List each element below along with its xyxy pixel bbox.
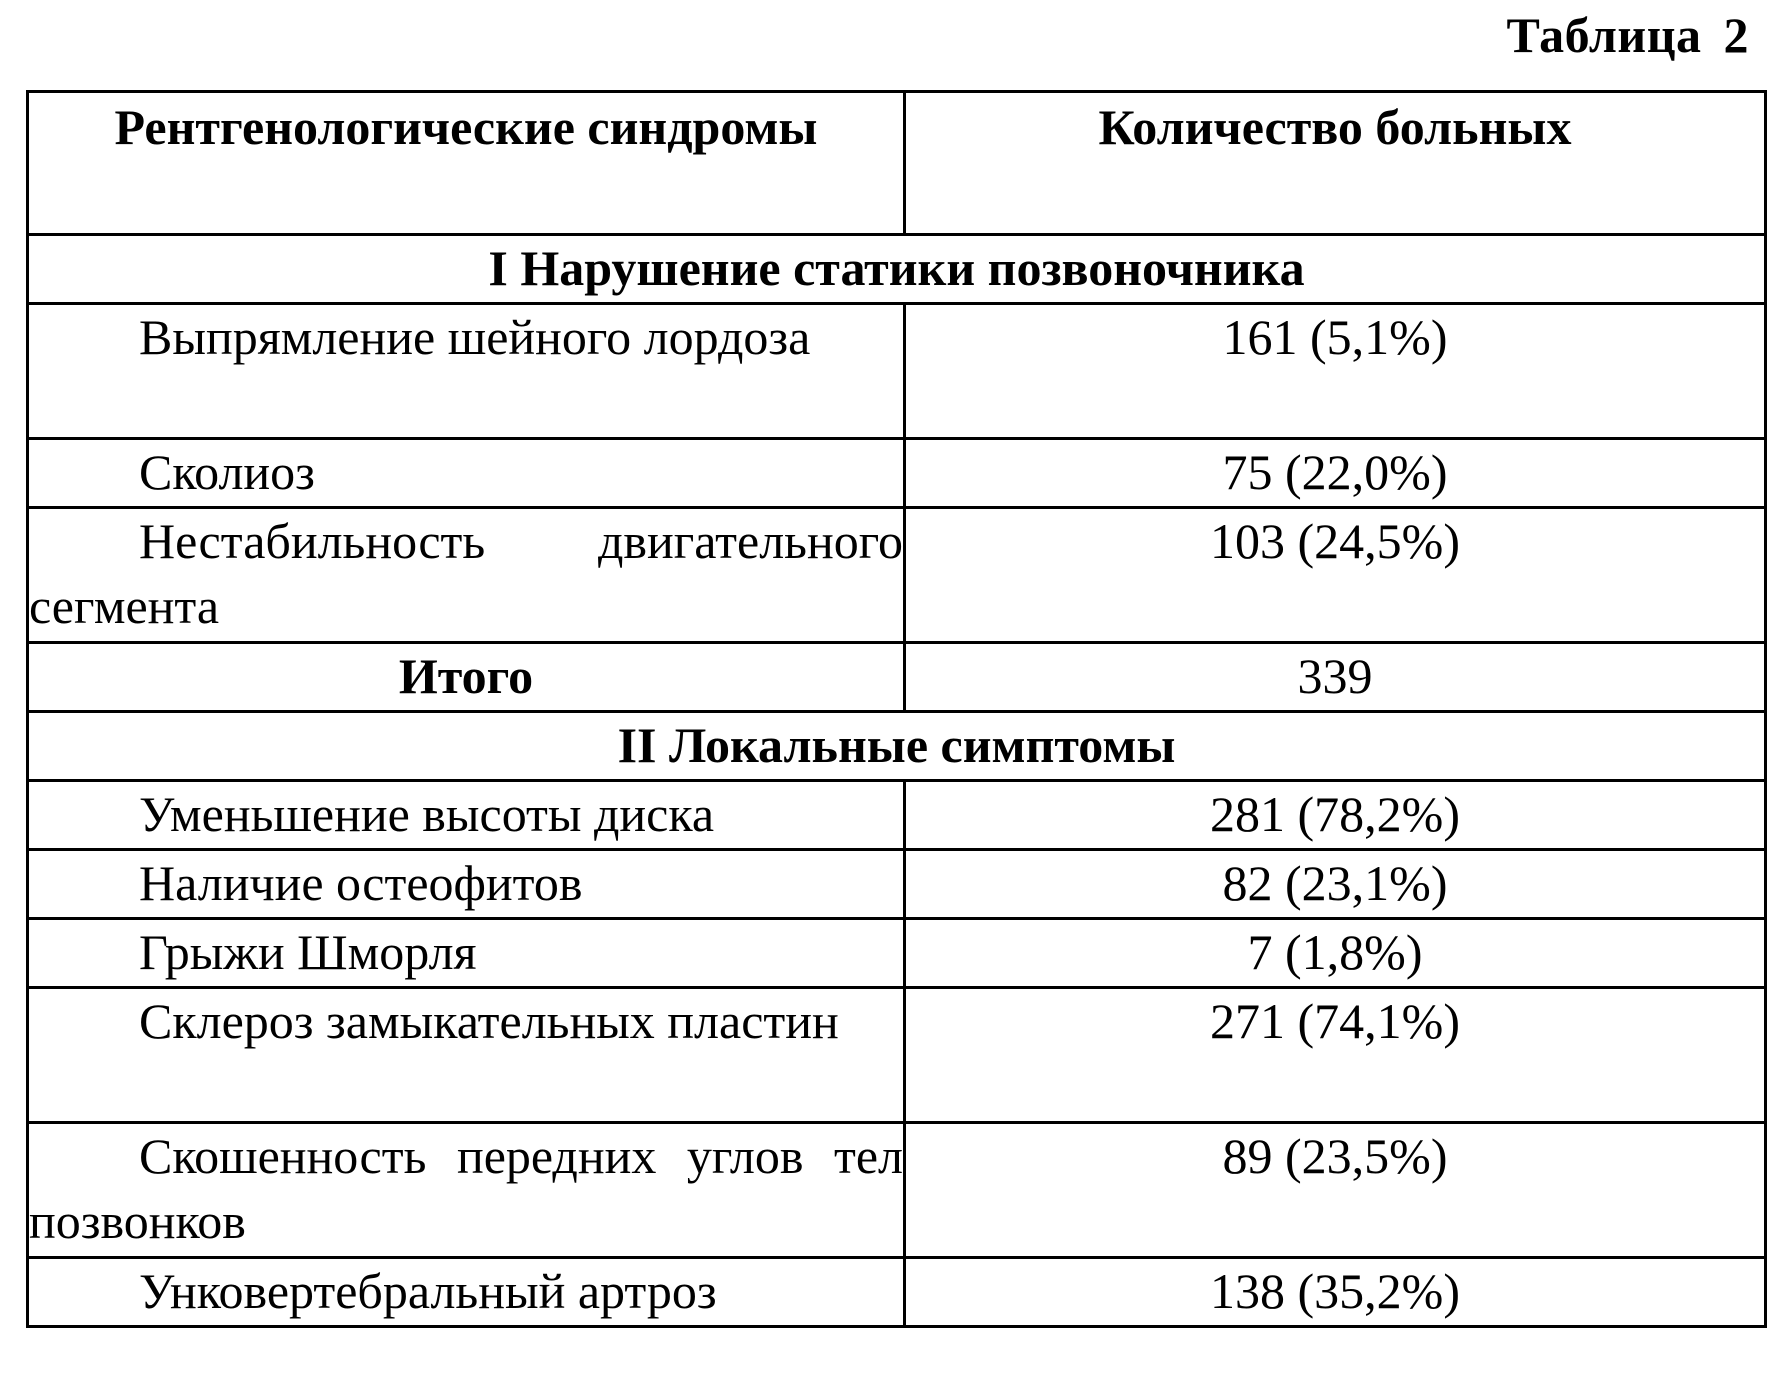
- syndrome-name: Грыжи Шморля: [28, 919, 905, 988]
- table-row: [28, 781, 1766, 850]
- patient-count: 82 (23,1%): [905, 850, 1766, 919]
- syndrome-name: Уменьшение высоты диска: [28, 781, 905, 850]
- syndrome-name: Наличие остеофитов: [28, 850, 905, 919]
- table-row: [28, 304, 1766, 439]
- patient-count: 271 (74,1%): [905, 988, 1766, 1123]
- syndrome-name: Выпрямление шейного лордоза: [28, 304, 905, 439]
- table-row: [28, 1123, 1766, 1258]
- table-caption-label: Таблица: [1506, 7, 1702, 63]
- table-row: [28, 508, 1766, 643]
- section-row: [28, 712, 1766, 781]
- section-title: II Локальные симптомы: [28, 712, 1766, 781]
- patient-count: 281 (78,2%): [905, 781, 1766, 850]
- patient-count: 161 (5,1%): [905, 304, 1766, 439]
- patient-count: 7 (1,8%): [905, 919, 1766, 988]
- patient-count: 103 (24,5%): [905, 508, 1766, 643]
- patient-count: 89 (23,5%): [905, 1123, 1766, 1258]
- data-table: [26, 90, 1767, 1328]
- total-row: [28, 643, 1766, 712]
- table-row: [28, 850, 1766, 919]
- table-caption: [1506, 6, 1749, 64]
- table-row: [28, 919, 1766, 988]
- table-row: [28, 988, 1766, 1123]
- section-title: I Нарушение статики позвоночника: [28, 235, 1766, 304]
- header-patient-count: Количество больных: [905, 92, 1766, 235]
- total-value: 339: [905, 643, 1766, 712]
- syndrome-name: Унковертебральный артроз: [28, 1258, 905, 1327]
- syndrome-name: Сколиоз: [28, 439, 905, 508]
- total-label: Итого: [28, 643, 905, 712]
- patient-count: 75 (22,0%): [905, 439, 1766, 508]
- syndrome-name: Склероз замыкательных пластин: [28, 988, 905, 1123]
- syndrome-name: Скошенность передних углов тел позвонков: [28, 1123, 905, 1258]
- section-row: [28, 235, 1766, 304]
- table-header-row: [28, 92, 1766, 235]
- header-syndromes: Рентгенологические синдромы: [28, 92, 905, 235]
- patient-count: 138 (35,2%): [905, 1258, 1766, 1327]
- table-caption-number: 2: [1723, 7, 1749, 63]
- table-row: [28, 1258, 1766, 1327]
- table-row: [28, 439, 1766, 508]
- syndrome-name: Нестабильность двигательного сегмента: [28, 508, 905, 643]
